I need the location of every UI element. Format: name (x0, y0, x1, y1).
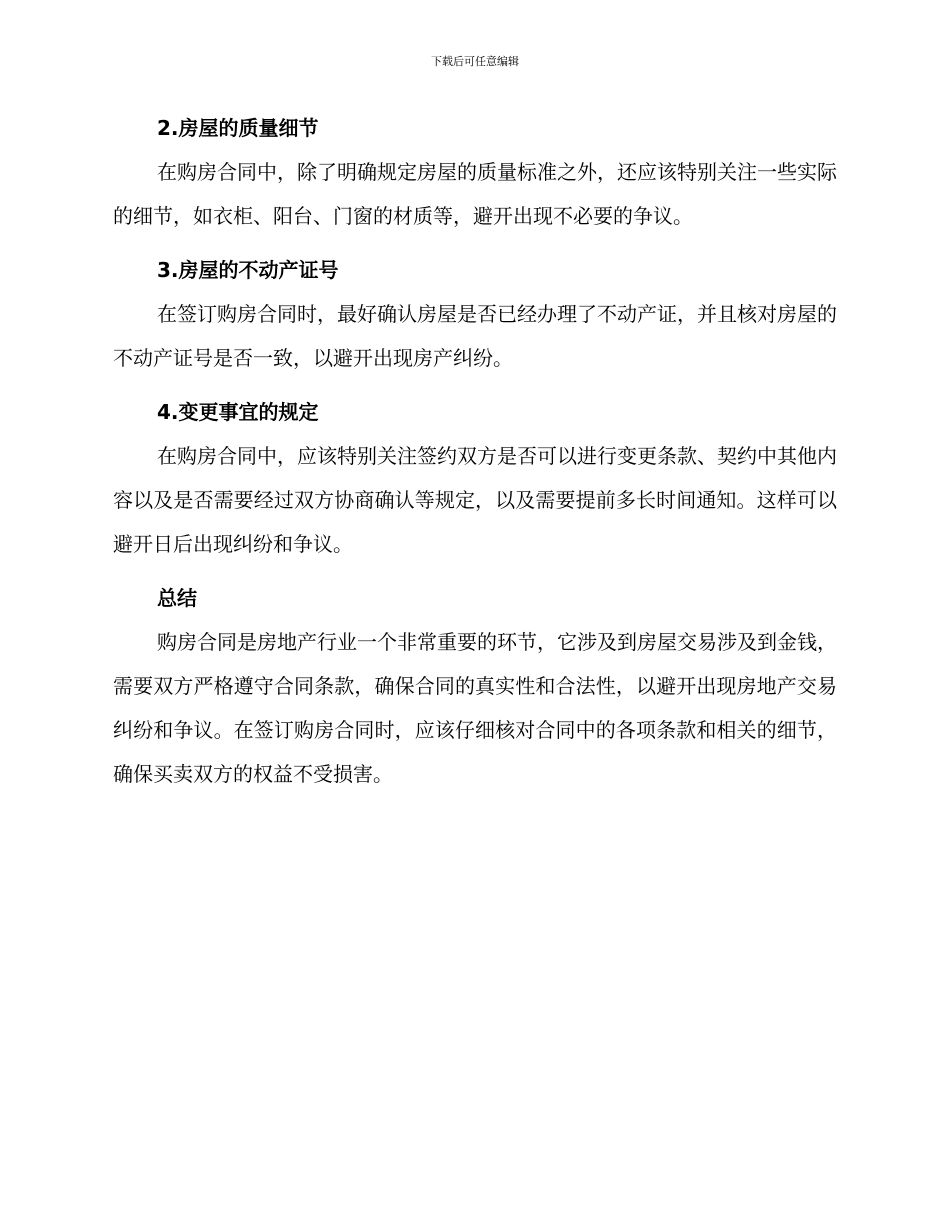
section-property-certificate (113, 248, 837, 380)
section-heading: 总结 (157, 586, 197, 610)
section-heading: 3.房屋的不动产证号 (157, 258, 339, 282)
section-summary (113, 576, 837, 796)
section-paragraph: 购房合同是房地产行业一个非常重要的环节，它涉及到房屋交易涉及到金钱，需要双方严格遵守合同条款，确保合同的真实性和合法性，以避开出现房地产交易纠纷和争议。在签订购房合同时，应该仔细核对合同中的各项条款和相关的细节，确保买卖双方的权益不受损害。 (113, 630, 837, 786)
section-quality-details (113, 106, 837, 238)
section-heading: 4.变更事宜的规定 (157, 400, 319, 424)
section-paragraph: 在购房合同中，应该特别关注签约双方是否可以进行变更条款、契约中其他内容以及是否需要经过双方协商确认等规定，以及需要提前多长时间通知。这样可以避开日后出现纠纷和争议。 (113, 444, 837, 556)
section-change-rules (113, 390, 837, 566)
section-paragraph: 在购房合同中，除了明确规定房屋的质量标准之外，还应该特别关注一些实际的细节，如衣柜、阳台、门窗的材质等，避开出现不必要的争议。 (113, 160, 837, 228)
document-body (113, 106, 837, 806)
page-header-note: 下载后可任意编辑 (431, 55, 519, 68)
section-paragraph: 在签订购房合同时，最好确认房屋是否已经办理了不动产证，并且核对房屋的不动产证号是否一致，以避开出现房产纠纷。 (113, 302, 837, 370)
section-heading: 2.房屋的质量细节 (157, 116, 319, 140)
